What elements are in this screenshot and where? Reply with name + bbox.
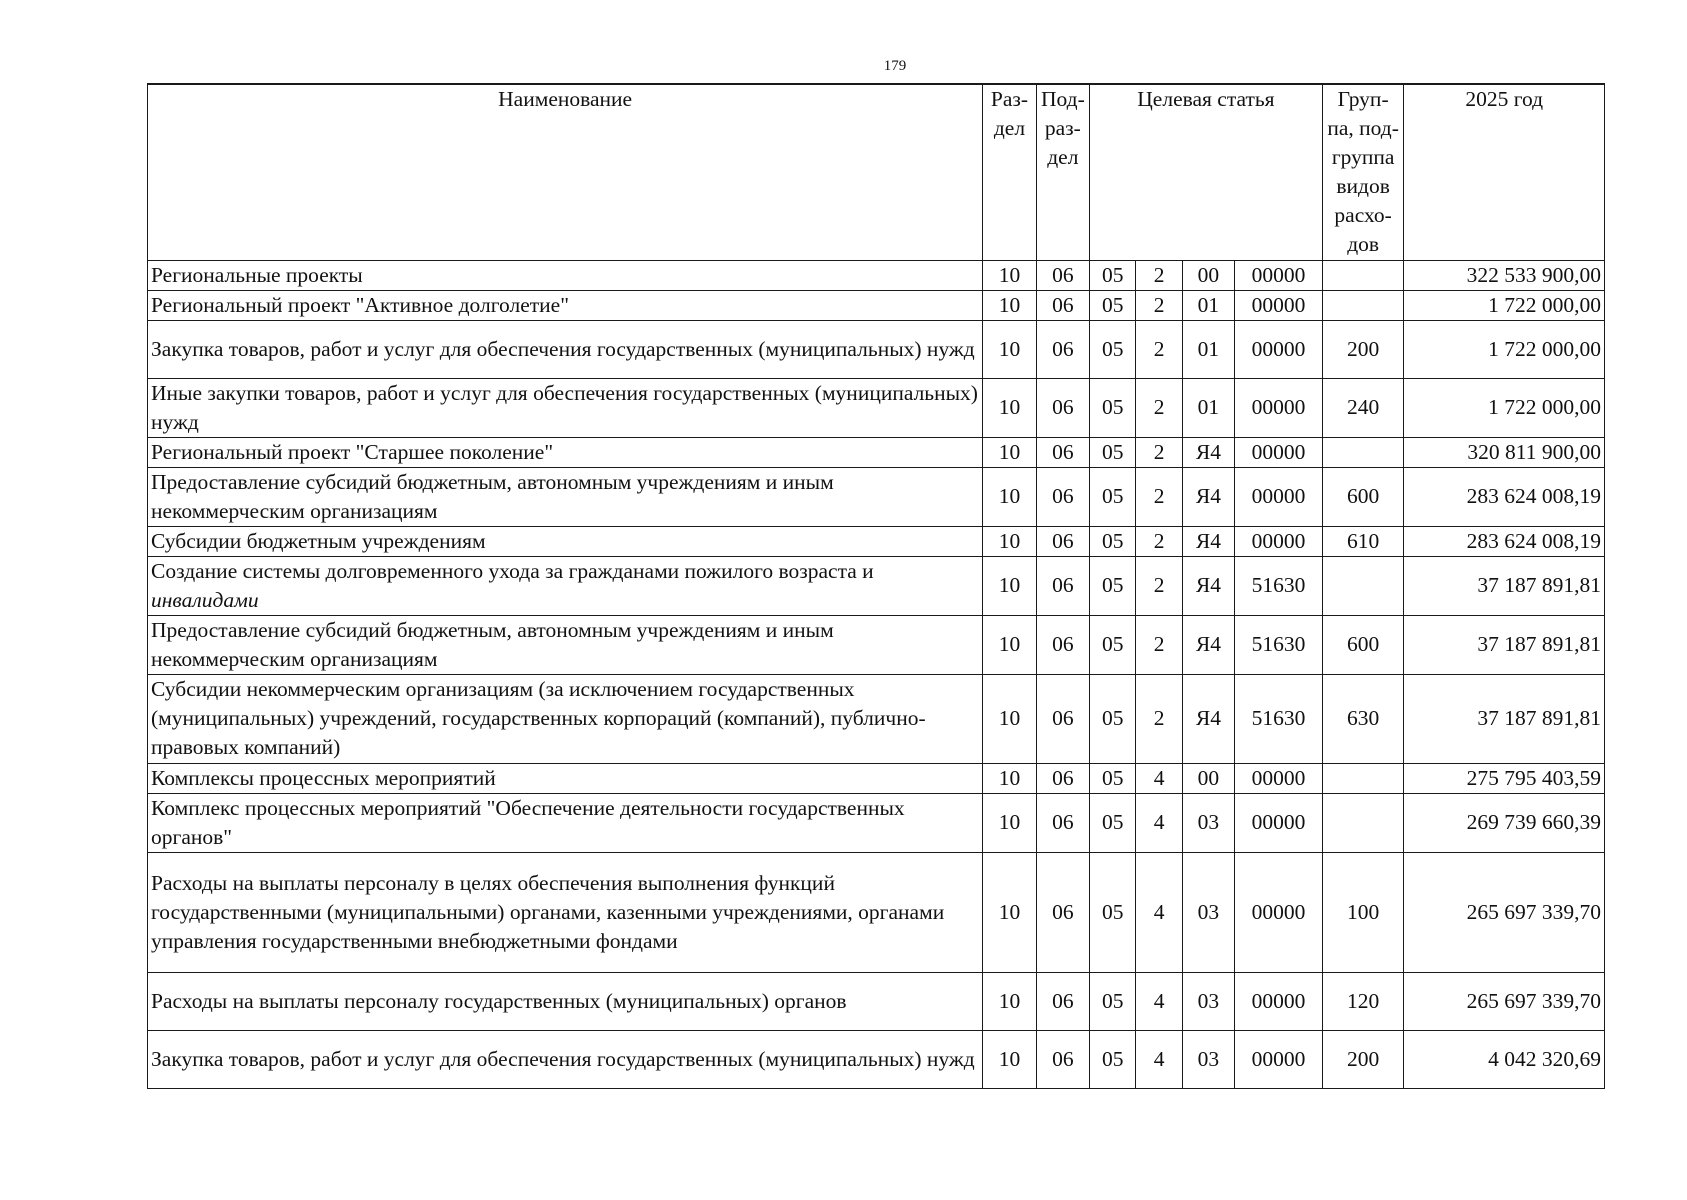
- header-podrazdel: Под- раз- дел: [1036, 84, 1089, 260]
- header-expense-group: Груп- па, под- группа видов расхо- дов: [1322, 84, 1404, 260]
- row-target-4: 00000: [1235, 290, 1323, 320]
- table-row: [148, 1030, 1605, 1088]
- row-target-3: 01: [1182, 320, 1234, 378]
- table-row: [148, 674, 1605, 763]
- row-amount: 1 722 000,00: [1404, 320, 1605, 378]
- row-podrazdel: 06: [1036, 320, 1089, 378]
- row-target-1: 05: [1090, 615, 1136, 674]
- row-target-4: 00000: [1235, 467, 1323, 526]
- table-row: [148, 290, 1605, 320]
- row-target-3: 00: [1182, 260, 1234, 290]
- row-razdel: 10: [983, 972, 1036, 1030]
- row-amount: 37 187 891,81: [1404, 615, 1605, 674]
- row-amount: 1 722 000,00: [1404, 290, 1605, 320]
- row-razdel: 10: [983, 467, 1036, 526]
- row-target-1: 05: [1090, 763, 1136, 793]
- row-target-4: 51630: [1235, 556, 1323, 615]
- row-razdel: 10: [983, 556, 1036, 615]
- row-name: Предоставление субсидий бюджетным, автономным учреждениям и иным некоммерческим организациям: [148, 467, 983, 526]
- row-name: Субсидии некоммерческим организациям (за исключением государственных (муниципальных) учреждений, государственных корпораций (компаний), публично-правовых компаний): [148, 674, 983, 763]
- row-target-1: 05: [1090, 526, 1136, 556]
- row-podrazdel: 06: [1036, 556, 1089, 615]
- row-expense-group: [1322, 556, 1404, 615]
- row-razdel: 10: [983, 1030, 1036, 1088]
- row-podrazdel: 06: [1036, 615, 1089, 674]
- row-target-1: 05: [1090, 793, 1136, 852]
- row-razdel: 10: [983, 615, 1036, 674]
- row-target-4: 00000: [1235, 320, 1323, 378]
- row-name: Региональный проект "Старшее поколение": [148, 437, 983, 467]
- row-target-1: 05: [1090, 852, 1136, 972]
- row-expense-group: 610: [1322, 526, 1404, 556]
- row-podrazdel: 06: [1036, 674, 1089, 763]
- row-expense-group: 600: [1322, 615, 1404, 674]
- row-expense-group: [1322, 260, 1404, 290]
- row-target-1: 05: [1090, 378, 1136, 437]
- row-target-4: 00000: [1235, 378, 1323, 437]
- row-podrazdel: 06: [1036, 526, 1089, 556]
- row-target-1: 05: [1090, 674, 1136, 763]
- row-expense-group: 120: [1322, 972, 1404, 1030]
- row-target-2: 4: [1136, 793, 1182, 852]
- row-name: Расходы на выплаты персоналу в целях обеспечения выполнения функций государственными (муниципальными) органами, казенными учреждениями, органами управления государственными внебюджетными фондами: [148, 852, 983, 972]
- row-target-3: 03: [1182, 793, 1234, 852]
- table-row: [148, 378, 1605, 437]
- row-target-2: 2: [1136, 556, 1182, 615]
- row-target-2: 2: [1136, 320, 1182, 378]
- row-target-4: 00000: [1235, 260, 1323, 290]
- row-target-3: 03: [1182, 852, 1234, 972]
- row-target-4: 00000: [1235, 972, 1323, 1030]
- row-name: Региональный проект "Активное долголетие": [148, 290, 983, 320]
- row-razdel: 10: [983, 320, 1036, 378]
- row-target-3: 01: [1182, 290, 1234, 320]
- row-target-2: 2: [1136, 437, 1182, 467]
- row-podrazdel: 06: [1036, 378, 1089, 437]
- row-expense-group: 200: [1322, 320, 1404, 378]
- row-razdel: 10: [983, 763, 1036, 793]
- row-target-3: 00: [1182, 763, 1234, 793]
- row-target-1: 05: [1090, 290, 1136, 320]
- row-razdel: 10: [983, 674, 1036, 763]
- row-target-4: 51630: [1235, 674, 1323, 763]
- row-podrazdel: 06: [1036, 793, 1089, 852]
- page-number: 179: [883, 58, 907, 74]
- row-podrazdel: 06: [1036, 852, 1089, 972]
- row-amount: 283 624 008,19: [1404, 467, 1605, 526]
- table-row: [148, 793, 1605, 852]
- row-podrazdel: 06: [1036, 763, 1089, 793]
- row-target-3: Я4: [1182, 526, 1234, 556]
- row-target-3: 03: [1182, 972, 1234, 1030]
- row-target-4: 00000: [1235, 526, 1323, 556]
- row-name: Комплексы процессных мероприятий: [148, 763, 983, 793]
- row-amount: 269 739 660,39: [1404, 793, 1605, 852]
- table-row: [148, 320, 1605, 378]
- row-target-2: 4: [1136, 1030, 1182, 1088]
- row-name: Иные закупки товаров, работ и услуг для обеспечения государственных (муниципальных) нужд: [148, 378, 983, 437]
- row-razdel: 10: [983, 793, 1036, 852]
- row-target-4: 00000: [1235, 763, 1323, 793]
- row-amount: 283 624 008,19: [1404, 526, 1605, 556]
- row-amount: 37 187 891,81: [1404, 674, 1605, 763]
- table-row: [148, 467, 1605, 526]
- row-podrazdel: 06: [1036, 260, 1089, 290]
- row-name: Комплекс процессных мероприятий "Обеспечение деятельности государственных органов": [148, 793, 983, 852]
- row-target-2: 2: [1136, 378, 1182, 437]
- row-target-1: 05: [1090, 260, 1136, 290]
- row-target-1: 05: [1090, 467, 1136, 526]
- row-name: Региональные проекты: [148, 260, 983, 290]
- row-name: [148, 556, 983, 615]
- row-target-1: 05: [1090, 320, 1136, 378]
- row-podrazdel: 06: [1036, 1030, 1089, 1088]
- header-row: [148, 84, 1605, 260]
- table-row: [148, 972, 1605, 1030]
- row-podrazdel: 06: [1036, 290, 1089, 320]
- header-name: Наименование: [148, 84, 983, 260]
- row-target-4: 00000: [1235, 437, 1323, 467]
- row-razdel: 10: [983, 437, 1036, 467]
- row-amount: 1 722 000,00: [1404, 378, 1605, 437]
- row-target-2: 4: [1136, 763, 1182, 793]
- header-target-article: Целевая статья: [1090, 84, 1323, 260]
- row-target-1: 05: [1090, 1030, 1136, 1088]
- row-name: Предоставление субсидий бюджетным, автономным учреждениям и иным некоммерческим организациям: [148, 615, 983, 674]
- row-name-italic: инвалидами: [151, 587, 259, 612]
- table-row: [148, 852, 1605, 972]
- row-target-2: 2: [1136, 290, 1182, 320]
- budget-table: [147, 83, 1605, 1089]
- row-razdel: 10: [983, 526, 1036, 556]
- row-name: Расходы на выплаты персоналу государственных (муниципальных) органов: [148, 972, 983, 1030]
- header-year: 2025 год: [1404, 84, 1605, 260]
- row-target-2: 2: [1136, 467, 1182, 526]
- row-target-3: Я4: [1182, 437, 1234, 467]
- row-podrazdel: 06: [1036, 437, 1089, 467]
- row-expense-group: 240: [1322, 378, 1404, 437]
- row-target-3: Я4: [1182, 467, 1234, 526]
- row-target-3: Я4: [1182, 615, 1234, 674]
- row-expense-group: 200: [1322, 1030, 1404, 1088]
- table-row: [148, 437, 1605, 467]
- row-razdel: 10: [983, 260, 1036, 290]
- row-expense-group: 100: [1322, 852, 1404, 972]
- row-target-1: 05: [1090, 972, 1136, 1030]
- row-razdel: 10: [983, 290, 1036, 320]
- row-target-3: 01: [1182, 378, 1234, 437]
- row-amount: 275 795 403,59: [1404, 763, 1605, 793]
- row-expense-group: [1322, 437, 1404, 467]
- row-expense-group: 600: [1322, 467, 1404, 526]
- row-razdel: 10: [983, 852, 1036, 972]
- row-podrazdel: 06: [1036, 972, 1089, 1030]
- row-expense-group: [1322, 290, 1404, 320]
- row-amount: 265 697 339,70: [1404, 852, 1605, 972]
- table-row: [148, 556, 1605, 615]
- table-row: [148, 260, 1605, 290]
- row-target-3: Я4: [1182, 556, 1234, 615]
- row-target-2: 2: [1136, 526, 1182, 556]
- row-name-text: Создание системы долговременного ухода за гражданами пожилого возраста и: [151, 558, 874, 583]
- header-razdel: Раз- дел: [983, 84, 1036, 260]
- row-expense-group: 630: [1322, 674, 1404, 763]
- row-target-2: 2: [1136, 260, 1182, 290]
- row-expense-group: [1322, 793, 1404, 852]
- table-row: [148, 526, 1605, 556]
- row-amount: 322 533 900,00: [1404, 260, 1605, 290]
- row-amount: 37 187 891,81: [1404, 556, 1605, 615]
- row-amount: 320 811 900,00: [1404, 437, 1605, 467]
- row-target-4: 00000: [1235, 852, 1323, 972]
- row-razdel: 10: [983, 378, 1036, 437]
- row-name: Закупка товаров, работ и услуг для обеспечения государственных (муниципальных) нужд: [148, 1030, 983, 1088]
- row-target-4: 00000: [1235, 793, 1323, 852]
- row-target-4: 51630: [1235, 615, 1323, 674]
- row-target-3: Я4: [1182, 674, 1234, 763]
- row-target-3: 03: [1182, 1030, 1234, 1088]
- table-row: [148, 763, 1605, 793]
- row-target-2: 2: [1136, 615, 1182, 674]
- row-amount: 4 042 320,69: [1404, 1030, 1605, 1088]
- row-expense-group: [1322, 763, 1404, 793]
- row-target-4: 00000: [1235, 1030, 1323, 1088]
- row-target-1: 05: [1090, 437, 1136, 467]
- row-podrazdel: 06: [1036, 467, 1089, 526]
- row-target-2: 4: [1136, 972, 1182, 1030]
- row-name: Субсидии бюджетным учреждениям: [148, 526, 983, 556]
- row-target-1: 05: [1090, 556, 1136, 615]
- row-amount: 265 697 339,70: [1404, 972, 1605, 1030]
- row-target-2: 2: [1136, 674, 1182, 763]
- row-name: Закупка товаров, работ и услуг для обеспечения государственных (муниципальных) нужд: [148, 320, 983, 378]
- row-target-2: 4: [1136, 852, 1182, 972]
- table-row: [148, 615, 1605, 674]
